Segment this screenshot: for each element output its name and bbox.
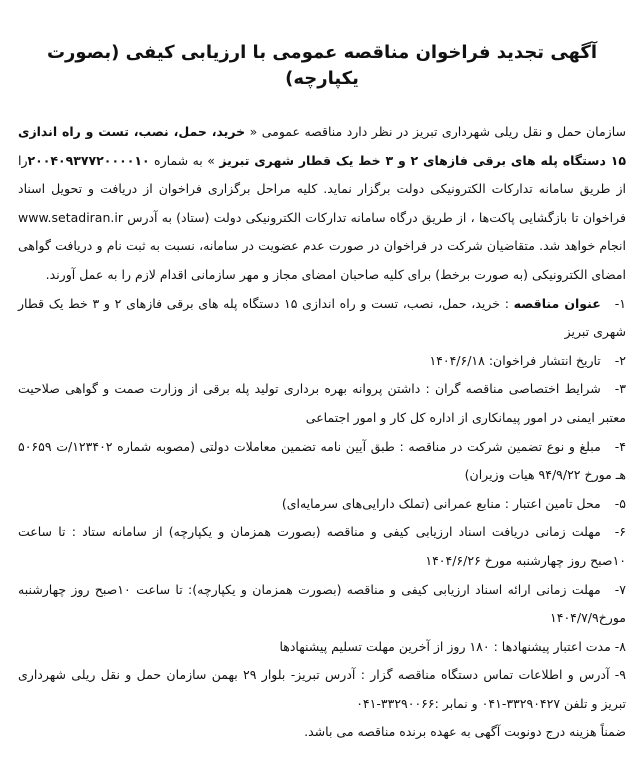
item-text: : خرید، حمل، نصب، تست و راه اندازی ۱۵ دستگاه پله های برقی فازهای ۲ و ۳ خط یک قطار شهری تبریز: [18, 295, 626, 340]
item-number: ۴-: [614, 438, 627, 454]
item-text: تاریخ انتشار فراخوان: ۱۴۰۴/۶/۱۸: [429, 352, 601, 368]
intro-text-2: » به شماره: [149, 152, 220, 168]
list-item-3: [18, 375, 626, 432]
list-item-5: [18, 490, 626, 519]
list-item-8: [18, 633, 626, 662]
intro-text-3: را از طریق سامانه تدارکات الکترونیکی دولت برگزار نماید. کلیه مراحل برگزاری فراخوان از دریافت و تحویل اسناد فراخوان تا بازگشایی پاکت‌ها ، از طریق درگاه سامانه تدارکات الکترونیکی دولت (ستاد) به آدرس: [18, 152, 626, 225]
page-title: آگهی تجدید فراخوان مناقصه عمومی با ارزیابی کیفی (بصورت یکپارچه): [46, 42, 598, 89]
list-item-7: [18, 576, 626, 633]
item-text: شرایط اختصاصی مناقصه گران : داشتن پروانه بهره برداری تولید پله برقی از وزارت صمت و گواهی صلاحیت معتبر ایمنی در امور پیمانکاری از اداره کل کار و امور اجتماعی: [18, 381, 626, 425]
item-text: مهلت زمانی دریافت اسناد ارزیابی کیفی و مناقصه (بصورت همزمان و یکپارچه) از سامانه ستاد : تا ساعت ۱۰صبح روز چهارشنبه مورخ ۱۴۰۴/۶/۲۶: [18, 524, 626, 568]
item-number: ۶-: [614, 524, 626, 540]
tender-number: ۲۰۰۴۰۹۳۷۷۲۰۰۰۰۱۰: [27, 152, 150, 168]
item-number: ۳-: [614, 381, 626, 397]
intro-paragraph: [18, 118, 626, 290]
list-item-9: [18, 661, 626, 718]
item-number: ۹-: [614, 667, 626, 683]
item-number: ۸-: [614, 638, 626, 654]
list-item-1: [18, 290, 626, 347]
tender-subject: خرید، حمل، نصب، تست و راه اندازی ۱۵ دستگاه پله های برقی فازهای ۲ و ۳ خط یک قطار شهری تبریز: [18, 124, 626, 168]
item-text: محل تامین اعتبار : منابع عمرانی (تملک دارایی‌های سرمایه‌ای): [281, 495, 601, 511]
footnote: ضمناً هزینه درج دونوبت آگهی به عهده برنده مناقصه می باشد.: [304, 724, 626, 740]
item-number: ۵-: [614, 495, 626, 511]
item-text: آدرس و اطلاعات تماس دستگاه مناقصه گزار : آدرس تبریز- بلوار ۲۹ بهمن سازمان حمل و نقل ریلی شهرداری تبریز و تلفن ۳۳۲۹۰۴۲۷-۰۴۱ و نمابر :۳۳۲۹۰۰۶۶-۰۴۱: [18, 667, 626, 711]
intro-text-4: انجام خواهد شد. متقاضیان شرکت در فراخوان در صورت عدم عضویت در سامانه، نسبت به ثبت نام و دریافت گواهی امضای الکترونیکی (به صورت برخط) برای کلیه صاحبان امضای مجاز و مهر سازمانی اقدام لازم را به عمل آورند.: [18, 238, 626, 282]
item-label: عنوان مناقصه: [513, 295, 601, 311]
item-number: ۱-: [614, 295, 627, 311]
item-number: ۲-: [614, 352, 626, 368]
list-item-6: [18, 518, 626, 575]
list-item-2: [18, 347, 626, 376]
item-text: مدت اعتبار پیشنهادها : ۱۸۰ روز از آخرین مهلت تسلیم پیشنهادها: [279, 638, 615, 654]
tender-details-list: [18, 290, 626, 719]
intro-text-1: سازمان حمل و نقل ریلی شهرداری تبریز در نظر دارد مناقصه عمومی «: [245, 124, 627, 139]
item-text: مهلت زمانی ارائه اسناد ارزیابی کیفی و مناقصه (بصورت همزمان و یکپارچه): تا ساعت ۱۰صبح روز چهارشنبه مورخ۱۴۰۴/۷/۹: [18, 581, 626, 626]
website-link[interactable]: www.setadiran.ir: [18, 209, 123, 225]
list-item-4: [18, 433, 626, 490]
item-text: مبلغ و نوع تضمین شرکت در مناقصه : طبق آیین نامه تضمین معاملات دولتی (مصوبه شماره ۱۲۳۴۰۲/ت ۵۰۶۵۹ هـ مورخ ۹۴/۹/۲۲ هیات وزیران): [18, 438, 626, 483]
item-number: ۷-: [614, 581, 626, 597]
